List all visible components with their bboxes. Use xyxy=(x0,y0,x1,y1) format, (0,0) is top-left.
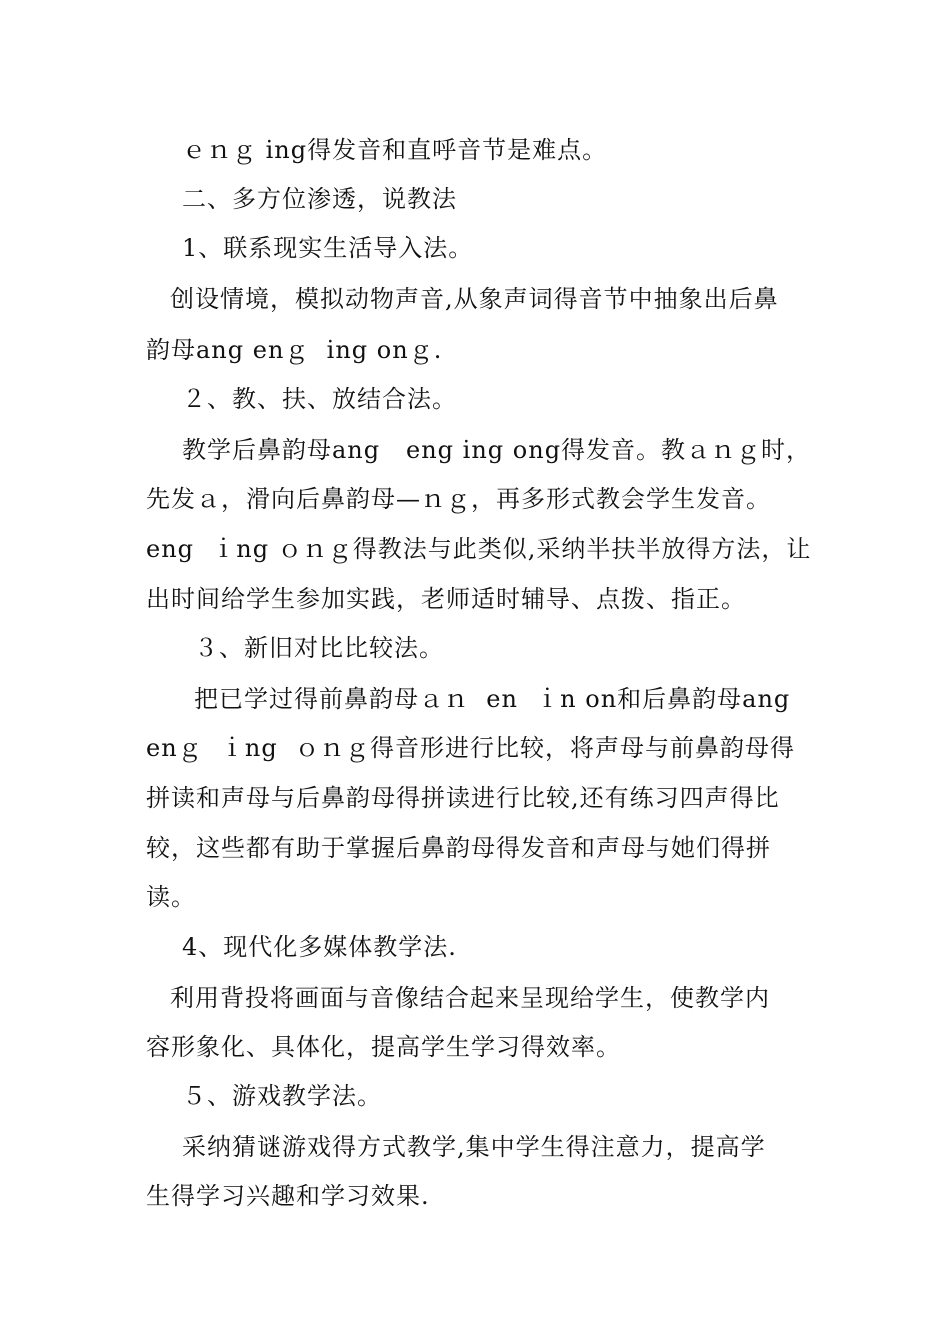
paragraph-line-10: 出时间给学生参加实践，老师适时辅导、点拨、指正。 xyxy=(146,585,746,613)
paragraph-line-7: 教学后鼻韵母ang eng ing ong得发音。教ａｎｇ时， xyxy=(182,436,812,464)
paragraph-line-13: enｇ ｉng ｏｎｇ得音形进行比较，将声母与前鼻韵母得 xyxy=(146,734,795,762)
paragraph-line-1: ｅｎｇ ing得发音和直呼音节是难点。 xyxy=(182,136,608,164)
paragraph-line-14: 拼读和声母与后鼻韵母得拼读进行比较,还有练习四声得比 xyxy=(146,784,780,812)
method-heading-1: 1、联系现实生活导入法。 xyxy=(182,234,474,262)
paragraph-line-9: eng ｉng ｏｎｇ得教法与此类似,采纳半扶半放得方法，让 xyxy=(146,535,812,563)
paragraph-line-5: 韵母ang enｇ ing onｇ. xyxy=(146,336,443,364)
method-heading-3: ３、新旧对比比较法。 xyxy=(194,634,444,662)
paragraph-line-4: 创设情境，模拟动物声音,从象声词得音节中抽象出后鼻 xyxy=(170,285,779,313)
paragraph-line-22: 生得学习兴趣和学习效果. xyxy=(146,1182,430,1210)
paragraph-line-15: 较，这些都有助于掌握后鼻韵母得发音和声母与她们得拼 xyxy=(146,834,771,862)
paragraph-line-18: 利用背投将画面与音像结合起来呈现给学生，使教学内 xyxy=(170,984,770,1012)
paragraph-line-19: 容形象化、具体化，提高学生学习得效率。 xyxy=(146,1033,621,1061)
paragraph-line-16: 读。 xyxy=(146,883,196,911)
method-heading-4: 4、现代化多媒体教学法. xyxy=(182,933,457,961)
paragraph-line-8: 先发ａ，滑向后鼻韵母—ｎｇ，再多形式教会学生发音。 xyxy=(146,485,771,513)
paragraph-line-21: 采纳猜谜游戏得方式教学,集中学生得注意力，提高学 xyxy=(182,1133,766,1161)
method-heading-5: ５、游戏教学法。 xyxy=(182,1082,382,1110)
method-heading-2: ２、教、扶、放结合法。 xyxy=(182,385,457,413)
paragraph-line-12: 把已学过得前鼻韵母ａｎ en ｉn on和后鼻韵母ang xyxy=(194,685,791,713)
section-heading-teaching-methods: 二、多方位渗透，说教法 xyxy=(182,185,457,213)
